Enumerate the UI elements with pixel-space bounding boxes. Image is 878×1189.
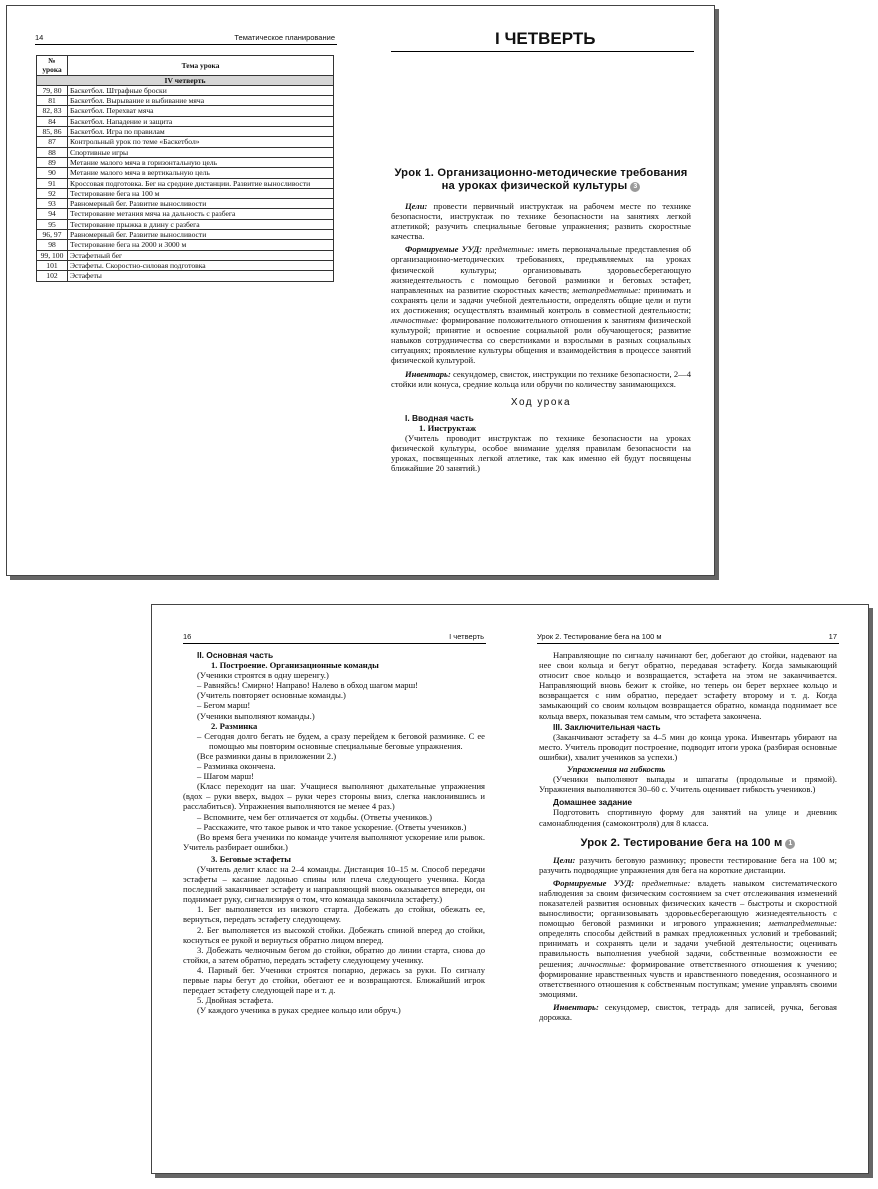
book-spread-bottom [151, 604, 869, 1174]
table-row [37, 85, 334, 95]
book-spread-top [6, 5, 715, 576]
uud-personal-text: формирование ответственного отношения к учению; формирование нравственных чувств и нравственного поведения, осознанного и ответственного отношения к собственным поступкам; умение управлять своими эмоциями. [539, 958, 837, 999]
page-17-body [539, 650, 837, 1022]
lesson-topic-cell: Спортивные игры [68, 147, 334, 157]
lesson-badge-icon: 3 [630, 182, 640, 192]
lesson-topic-cell: Равномерный бег. Развитие выносливости [68, 230, 334, 240]
lesson-number-cell: 101 [37, 260, 68, 270]
page-16 [152, 605, 502, 1173]
goals-paragraph [539, 855, 837, 875]
table-row [37, 137, 334, 147]
table-row [37, 157, 334, 167]
course-heading: Ход урока [510, 396, 572, 408]
homework-text: Подготовить спортивную форму для занятий на улице и дневник самонаблюдения (самоконтроля) для 8 класса. [539, 807, 837, 828]
inventory-text: секундомер, свисток, инструкции по технике безопасности, 2—4 стойки или конуса, средние кольца или обручи по количеству занимающихся. [391, 368, 692, 389]
lesson-number-cell: 87 [37, 137, 68, 147]
lesson-topic-cell: Баскетбол. Игра по правилам [68, 127, 334, 137]
header-rule [537, 643, 839, 644]
text-line: (Класс переходит на шаг. Учащиеся выполняют дыхательные упражнения (вдох – руки вверх, выдох – руки через стороны вниз, слегка наклонившись и расслабиться). Упражнения выполняются не менее 4 раз.) [183, 781, 485, 812]
dialog-line: – Бегом марш! [197, 700, 251, 711]
uud-paragraph [391, 244, 691, 365]
lesson-topic-cell: Баскетбол. Нападение и защита [68, 116, 334, 126]
text-line: (Учитель делит класс на 2–4 команды. Дистанция 10–15 м. Способ передачи эстафеты – касание ладонью спины или плеча следующего ученика. Когда последний заканчивает эстафету и направляющий вновь оказывается впереди, он поднимает руку, сигнализируя о том, что команда закончила эстафету.) [183, 863, 485, 905]
goals-text: провести первичный инструктаж на рабочем месте по технике безопасности, инструктаж по технике безопасности на занятиях легкой атлетикой; разучить специальные беговые упражнения; развить скоростные качества. [391, 201, 691, 242]
page-number: 16 [183, 632, 192, 641]
lesson-number-cell: 88 [37, 147, 68, 157]
section-2-lines [183, 731, 485, 852]
lesson-number-cell: 79, 80 [37, 85, 68, 95]
lesson-number-cell: 89 [37, 157, 68, 167]
col-header-number: № урока [37, 56, 68, 76]
dialog-line: – Шагом марш! [197, 771, 254, 782]
lesson-number-cell: 90 [37, 168, 68, 178]
lesson-topic-cell: Эстафетный бег [68, 250, 334, 260]
lesson-number-cell: 93 [37, 199, 68, 209]
text-line: 4. Парный бег. Ученики строятся попарно, держась за руки. По сигналу первые пары бегут до стойки, обегают ее и возвращаются. Ближайший игрок передает эстафету следующей паре и т. д. [183, 964, 485, 996]
table-row [37, 271, 334, 281]
table-row [37, 209, 334, 219]
lesson-2-title [539, 837, 837, 850]
lesson-number-cell: 95 [37, 219, 68, 229]
section-1-lines [183, 670, 485, 720]
text-line: (Ученики выполняют команды.) [197, 710, 315, 721]
lesson-topic-cell: Баскетбол. Штрафные броски [68, 85, 334, 95]
dialog-line: – Сегодня долго бегать не будем, а сразу перейдем к беговой разминке. С ее помощью мы повторим основные специальные беговые упражнения. [197, 730, 485, 751]
running-title: I четверть [449, 632, 484, 641]
uud-subject-text: иметь первоначальные представления об организационно-методических требованиях, предъявляемых на уроках физической культуры; организовывать здоровьесберегающую жизнедеятельность с помощью беговой разминки и беговых эстафет, направленных на развитие скоростных качеств; [391, 244, 691, 295]
goals-label: Цели: [553, 854, 576, 865]
lesson-number-cell: 81 [37, 96, 68, 106]
page-number: 17 [828, 632, 837, 641]
uud-subject-label: предметные: [641, 877, 691, 888]
flexibility-heading [539, 764, 837, 774]
table-body [37, 75, 334, 281]
lesson-topic-cell: Баскетбол. Перехват мяча [68, 106, 334, 116]
lesson-topic-cell: Метание малого мяча в горизонтальную цель [68, 157, 334, 167]
dialog-line: – Равняйсь! Смирно! Направо! Налево в обход шагом марш! [197, 680, 419, 691]
dialog-line: – Вспомните, чем бег отличается от ходьбы. (Ответы учеников.) [197, 811, 432, 822]
table-row [37, 116, 334, 126]
page-14 [7, 6, 357, 575]
text-line: 1. Бег выполняется из низкого старта. Добежать до стойки, обежать ее, вернуться, передать эстафету следующему. [183, 904, 485, 925]
section-3-lines [183, 864, 485, 1015]
page-17 [523, 605, 868, 1173]
header-rule [35, 44, 337, 45]
table-row [37, 188, 334, 198]
part-1-sub: 1. Инструктаж [419, 422, 477, 433]
uud-personal-label: личностные: [578, 958, 626, 969]
lesson-number-cell: 98 [37, 240, 68, 250]
running-title: Урок 2. Тестирование бега на 100 м [537, 632, 662, 641]
inventory-paragraph [391, 369, 691, 389]
table-row [37, 240, 334, 250]
lesson-badge-icon: 1 [785, 839, 795, 849]
page-number: 14 [35, 33, 44, 42]
table-row [37, 106, 334, 116]
header-rule [183, 643, 486, 644]
homework-heading: Домашнее задание [553, 797, 633, 808]
lesson-1-title [391, 167, 691, 193]
dialog-line: – Разминка окончена. [197, 761, 276, 772]
table-row [37, 127, 334, 137]
lesson-topic-cell: Баскетбол. Вырывание и выбивание мяча [68, 96, 334, 106]
lesson-number-cell: 94 [37, 209, 68, 219]
lesson-topic-cell: Тестирование прыжка в длину с разбега [68, 219, 334, 229]
goals-label: Цели: [405, 201, 428, 211]
uud-subject-text: владеть навыком систематического наблюдения за своим физическим состоянием за счет отслеживания изменений показателей развития основных физических качеств – быстроты и скоростной выносливости; организовывать здоровьесберегающую жизнедеятельность с помощью беговой разминки и игрового упражнения; [539, 877, 837, 929]
uud-subject-label: предметные: [485, 244, 535, 255]
table-row [37, 178, 334, 188]
lesson-topic-cell: Кроссовая подготовка. Бег на средние дистанции. Развитие выносливости [68, 178, 334, 188]
uud-meta-text: принимать и сохранять цели и задачи учебной деятельности, определять общие цели и пути их достижения; осуществлять взаимный контроль в совместной деятельности; [391, 284, 692, 315]
text-line: (Во время бега ученики по команде учителя выполняют ускорение или рывок. Учитель разбирает ошибки.) [183, 831, 485, 852]
quarter-title: I ЧЕТВЕРТЬ [495, 29, 596, 48]
text-line: (У каждого ученика в руках среднее кольцо или обруч.) [197, 1005, 401, 1016]
quarter-label: IV четверть [37, 75, 334, 85]
section-2-heading: 2. Разминка [211, 720, 258, 731]
text-line: 3. Добежать челночным бегом до стойки, обратно до линии старта, снова до стойки, а затем обратно, передать эстафету следующему ученику. [183, 944, 485, 965]
quarter-row [37, 75, 334, 85]
lesson-number-cell: 91 [37, 178, 68, 188]
page-15 [377, 6, 714, 575]
table-row [37, 250, 334, 260]
lesson-number-cell: 102 [37, 271, 68, 281]
lesson-topic-cell: Тестирование метания мяча на дальность с разбега [68, 209, 334, 219]
lesson-topic-cell: Тестирование бега на 100 м [68, 188, 334, 198]
table-row [37, 260, 334, 270]
lesson-1-body [391, 201, 691, 473]
inventory-text: секундомер, свисток, тетрадь для записей, ручка, беговая дорожка. [539, 1001, 837, 1022]
uud-personal-text: формирование положительного отношения к занятиям физической культурой; принятие и освоение социальной роли обучающегося; развитие навыков сотрудничества со сверстниками и взрослыми в разных социальных ситуациях; проявление культуры общения и взаимодействия в процессе занятий физической культурой. [391, 315, 691, 366]
table-row [37, 219, 334, 229]
running-title: Тематическое планирование [234, 33, 335, 42]
text-line: (Все разминки даны в приложении 2.) [197, 750, 337, 761]
header-rule [391, 51, 694, 52]
col-header-topic: Тема урока [68, 56, 334, 76]
main-part-body [183, 650, 485, 1015]
lesson-topic-cell: Контрольный урок по теме «Баскетбол» [68, 137, 334, 147]
inventory-paragraph [539, 1002, 837, 1022]
part-2-heading: II. Основная часть [197, 650, 274, 660]
lesson-topic-cell: Эстафеты [68, 271, 334, 281]
uud-paragraph [539, 878, 837, 999]
text-line: 5. Двойная эстафета. [197, 995, 274, 1006]
lesson-topic-cell: Метание малого мяча в вертикальную цель [68, 168, 334, 178]
section-3-heading: 3. Беговые эстафеты [211, 853, 292, 864]
text-line: 2. Бег выполняется из высокой стойки. Добежать спиной вперед до стойки, коснуться ее рукой и вернуться обратно лицом вперед. [183, 924, 485, 945]
uud-personal-label: личностные: [391, 315, 439, 326]
dialog-line: – Расскажите, что такое рывок и что такое ускорение. (Ответы учеников.) [197, 821, 467, 832]
lesson-number-cell: 85, 86 [37, 127, 68, 137]
lesson-number-cell: 84 [37, 116, 68, 126]
table-row [37, 168, 334, 178]
lesson-number-cell: 96, 97 [37, 230, 68, 240]
part-1-text: (Учитель проводит инструктаж по технике безопасности на уроках физической культуры, особое внимание уделяя правилам безопасности на уроках, посвященных легкой атлетике, так как именно ей будут посвящены ближайшие 20 занятий.) [391, 432, 691, 474]
part-3-text: (Заканчивают эстафету за 4–5 мин до конца урока. Инвентарь убирают на место. Учитель проводит построение, подводит итоги урока (разбирая основные ошибки), хвалит учеников за успехи.) [539, 731, 837, 762]
text-line: (Ученики строятся в одну шеренгу.) [197, 670, 329, 681]
lesson-topic-cell: Равномерный бег. Развитие выносливости [68, 199, 334, 209]
inventory-label: Инвентарь: [405, 368, 451, 379]
uud-label: Формируемые УУД: [553, 877, 635, 888]
lesson-number-cell: 99, 100 [37, 250, 68, 260]
lesson-topic-cell: Тестирование бега на 2000 и 3000 м [68, 240, 334, 250]
table-header-row [37, 56, 334, 76]
table-row [37, 147, 334, 157]
section-1-heading: 1. Построение. Организационные команды [211, 660, 379, 671]
goals-paragraph [391, 201, 691, 241]
lesson-topic-cell: Эстафеты. Скоростно-силовая подготовка [68, 260, 334, 270]
uud-meta-label: метапредметные: [768, 918, 837, 929]
table-row [37, 199, 334, 209]
inventory-label: Инвентарь: [553, 1001, 599, 1012]
lesson-2-title-text: Урок 2. Тестирование бега на 100 м [580, 836, 783, 849]
flexibility-text: (Ученики выполняют выпады и шпагаты (продольные и прямой). Упражнения выполняются 30–60 с. Учитель оценивает гибкость учеников.) [539, 774, 837, 795]
text-line: (Учитель повторяет основные команды.) [197, 690, 346, 701]
part-1-heading: I. Вводная часть [405, 412, 474, 423]
table-row [37, 230, 334, 240]
lesson-number-cell: 92 [37, 188, 68, 198]
relay-continuation: Направляющие по сигналу начинают бег, добегают до стойки, надевают на нее свои кольца и бегут обратно, передавая эстафету. Когда замыкающий относит свое кольцо и возвращается, эстафета на этом не заканчивается. Направляющий вновь бежит к стойке, но теперь он берет верхнее кольцо и возвращается с ним обратно, передает эстафету второму и т. д. Когда замыкающий со своим кольцом возвращается обратно, команда поднимает все кольца вверх, показывая тем самым, что эстафета закончена. [539, 650, 837, 721]
lesson-number-cell: 82, 83 [37, 106, 68, 116]
lesson-1-title-text: Урок 1. Организационно-методические требования на уроках физической культуры [394, 167, 688, 192]
lesson-plan-table [36, 55, 334, 282]
uud-label: Формируемые УУД: [405, 244, 483, 255]
table-row [37, 96, 334, 106]
uud-meta-label: метапредметные: [572, 284, 641, 295]
goals-text: разучить беговую разминку; провести тестирование бега на 100 м; разучить подводящие упражнения для бега на короткие дистанции. [539, 854, 837, 875]
flexibility-heading-text: Упражнения на гибкость [567, 764, 666, 775]
part-3-heading: III. Заключительная часть [553, 721, 661, 732]
uud-meta-text: определять способы действий в рамках предложенных условий и требований; принимать и сохранять цели и задачи учебной деятельности; оценивать правильность выполнения учебной задачи, собственные возможности ее решения; [539, 928, 837, 969]
